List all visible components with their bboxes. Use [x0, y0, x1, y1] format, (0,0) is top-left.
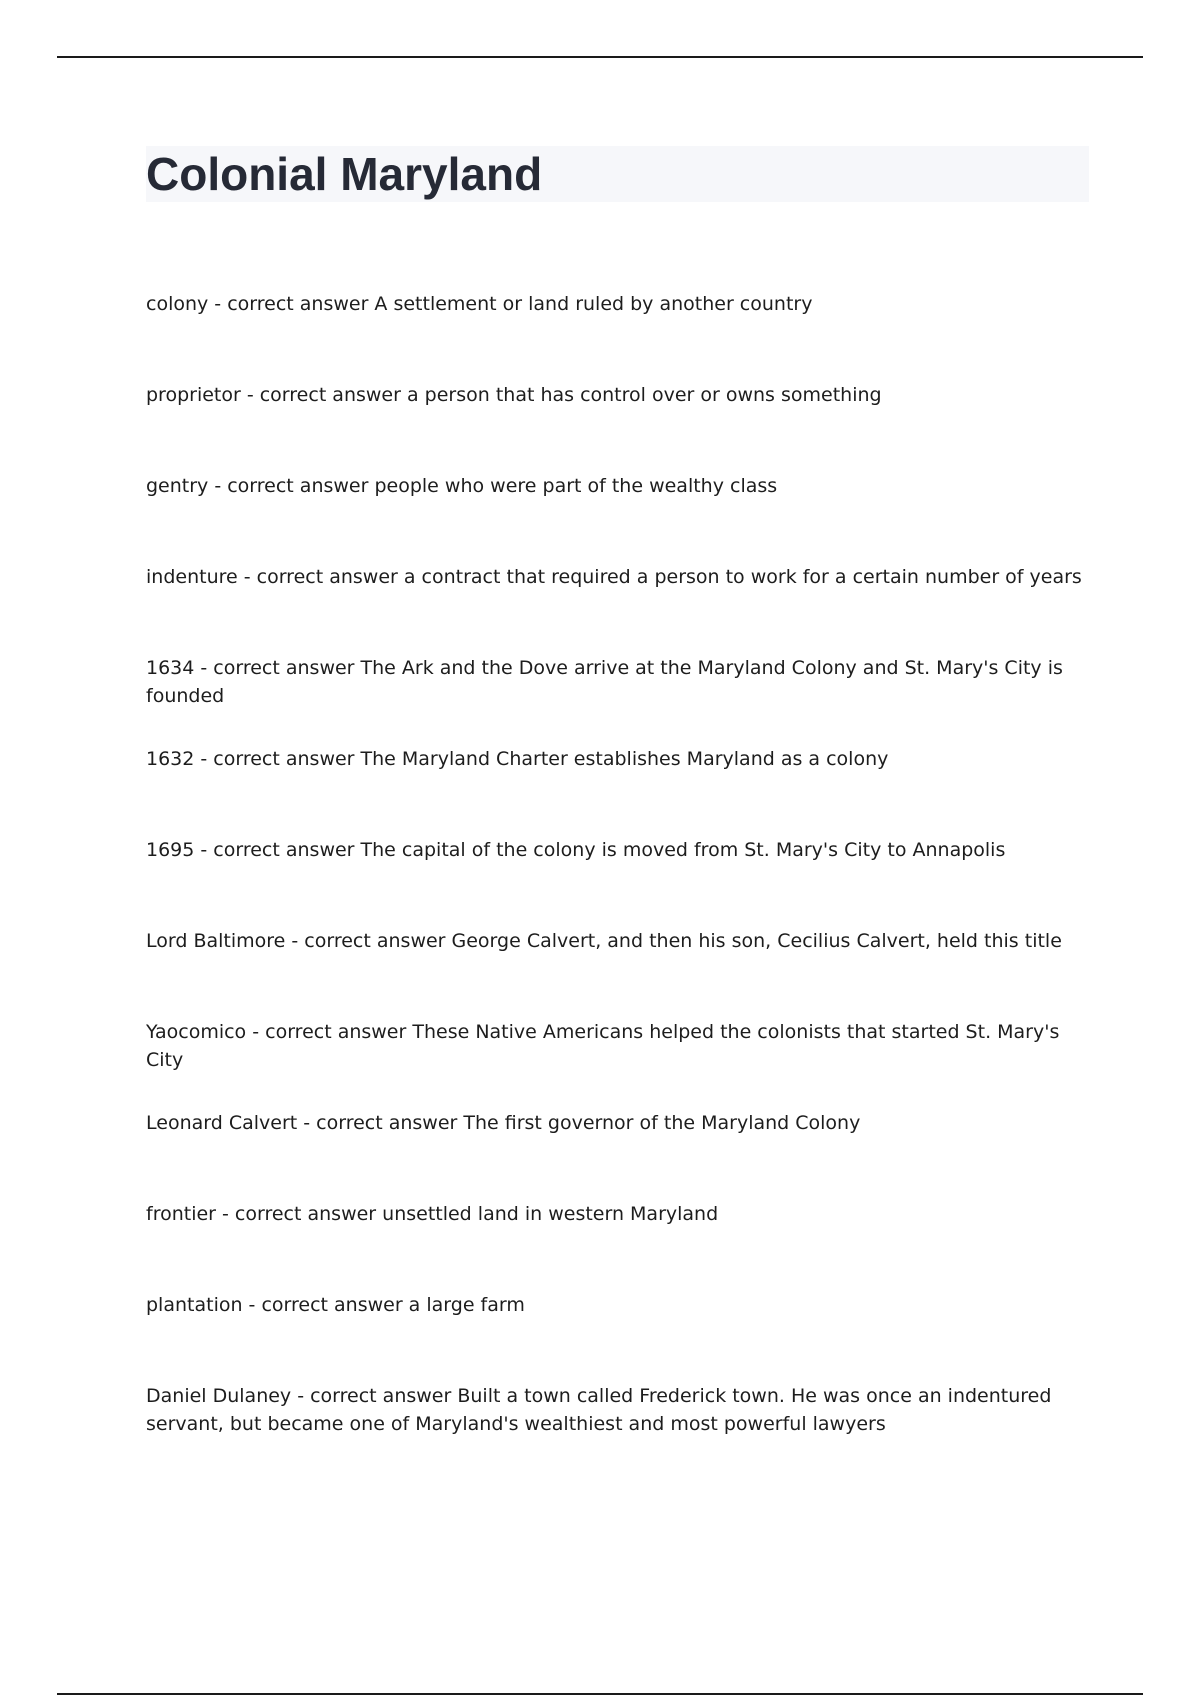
list-item: Yaocomico - correct answer These Native Americans helped the colonists that started St. Mary's City [146, 1021, 1060, 1071]
top-divider [57, 56, 1143, 58]
bottom-divider [57, 1693, 1143, 1695]
list-item: frontier - correct answer unsettled land in western Maryland [146, 1203, 719, 1225]
list-item: 1634 - correct answer The Ark and the Dove arrive at the Maryland Colony and St. Mary's City is founded [146, 657, 1063, 707]
list-item: Daniel Dulaney - correct answer Built a town called Frederick town. He was once an indentured servant, but became one of Maryland's wealthiest and most powerful lawyers [146, 1385, 1052, 1435]
list-item: Leonard Calvert - correct answer The first governor of the Maryland Colony [146, 1112, 861, 1134]
list-item: gentry - correct answer people who were part of the wealthy class [146, 475, 778, 497]
list-item: plantation - correct answer a large farm [146, 1294, 525, 1316]
list-item: indenture - correct answer a contract that required a person to work for a certain number of years [146, 566, 1082, 588]
list-item: proprietor - correct answer a person that has control over or owns something [146, 384, 882, 406]
list-item: 1632 - correct answer The Maryland Charter establishes Maryland as a colony [146, 748, 889, 770]
page-title: Colonial Maryland [146, 148, 543, 200]
list-item: Lord Baltimore - correct answer George Calvert, and then his son, Cecilius Calvert, held this title [146, 930, 1062, 952]
list-item: 1695 - correct answer The capital of the colony is moved from St. Mary's City to Annapolis [146, 839, 1006, 861]
list-item: colony - correct answer A settlement or land ruled by another country [146, 293, 813, 315]
